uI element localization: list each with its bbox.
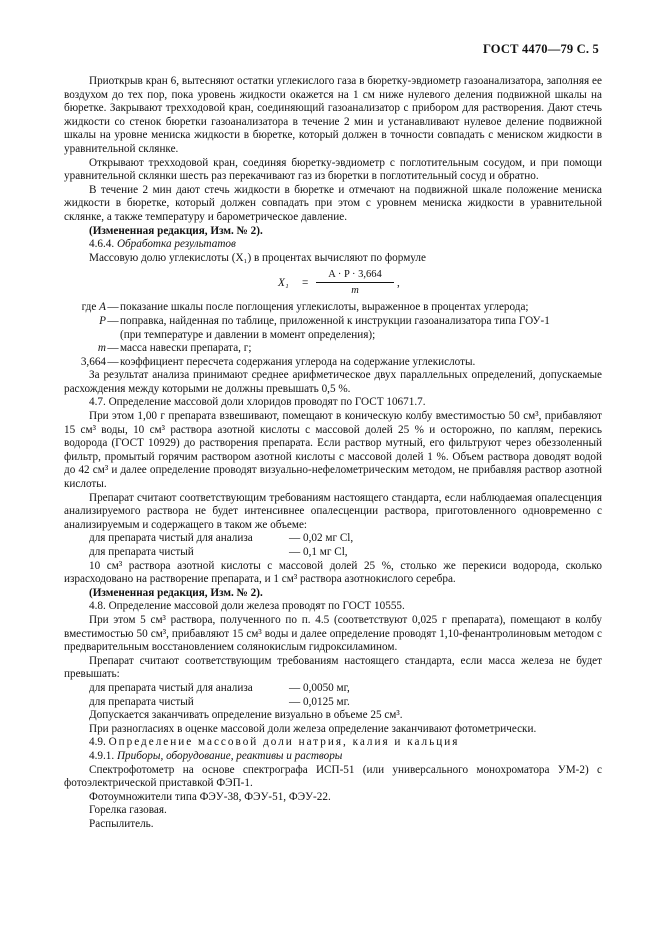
formula (64, 268, 602, 298)
paragraph: Фотоумножители типа ФЭУ-38, ФЭУ-51, ФЭУ-22. (89, 790, 331, 803)
page-header: ГОСТ 4470—79 С. 5 (482, 42, 599, 56)
definition-dash: — (107, 342, 119, 355)
definition-dash: — (107, 314, 119, 327)
limit-value: — 0,0125 мг. (289, 695, 350, 708)
limit-value: — 0,02 мг Cl, (289, 532, 354, 545)
definitions-list (64, 301, 602, 369)
paragraph: При этом 1,00 г препарата взвешивают, помещают в коническую колбу вместимостью 50 см³, прибавляют 15 см³ воды, 10 см³ раствора азотной кислоты с массовой долей 25 % и осторожно, по каплям, перекись водорода (ГОСТ 10929) до растворения препарата. Если раствор мутный, его фильтруют через обеззоленный фильтр, промытый горячим раствором азотной кислоты с массовой долей 1 %. Объем раствора доводят водой до 42 см³ и далее определение проводят визуально-нефелометрическим методом, не прибавляя раствор азотной кислоты. (64, 410, 602, 491)
paragraph: Приоткрыв кран 6, вытесняют остатки углекислого газа в бюретку-эвдиометр газоанализатора, заполняя ее воздухом до тех пор, пока уровень жидкости окажется на 1 см ниже нулевого деления подвижной шкалы на бюретке. Закрывают трехходовой кран, соединяющий газоанализатор с прибором для растворения. Дают стечь жидкости со стенок бюретки газоанализатора в течение 2 мин и устанавливают нулевое деление подвижной шкалы на уровне мениска жидкости в бюретке, который должен в точности совпадать с мениском жидкости в уравнительной склянке. (64, 75, 602, 155)
definition-text: масса навески препарата, г; (120, 342, 252, 355)
page-content (64, 75, 602, 831)
definition-symbol: m (97, 342, 106, 355)
paragraph: Открывают трехходовой кран, соединяя бюретку-эвдиометр с поглотительным сосудом, и при помощи уравнительной склянки шесть раз перекачивают газ из бюретки в поглотительный сосуд и обратно. (64, 156, 602, 183)
definition-text: (при температуре и давлении в момент определения); (120, 328, 376, 341)
definition-symbol (64, 329, 106, 343)
limit-row (64, 546, 602, 560)
section-title: Приборы, оборудование, реактивы и растворы (116, 749, 343, 762)
section-number: 4.9. (89, 736, 106, 749)
limit-value: — 0,0050 мг, (289, 681, 350, 694)
limit-label: для препарата чистый (89, 695, 194, 708)
limit-row (64, 696, 602, 710)
paragraph: Спектрофотометр на основе спектрографа ИСП-51 (или универсального монохроматора УМ-2) с фотоэлектрической приставкой ФЭП-1. (64, 763, 602, 790)
section-title: Обработка результатов (116, 238, 236, 251)
paragraph: Распылитель. (89, 817, 154, 830)
paragraph: За результат анализа принимают среднее арифметическое двух параллельных определений, допускаемые расхождения между которыми не должны превышать 0,5 %. (64, 369, 602, 395)
definition-dash: — (107, 355, 119, 368)
section-heading-4-9-1 (64, 750, 602, 764)
paragraph: Горелка газовая. (89, 804, 167, 817)
definition-text: поправка, найденная по таблице, приложенной к инструкции газоанализатора типа ГОУ-1 (120, 314, 550, 327)
paragraph: Препарат считают соответствующим требованиям настоящего стандарта, если наблюдаемая опалесценция анализируемого раствора не будет интенсивнее опалесценции раствора, приготовленного одновременно с анализируемым и содержащего в таком же объеме: (64, 491, 602, 531)
section-number: 4.6.4. (89, 238, 115, 251)
definition-item (64, 356, 602, 370)
section-title: Определение массовой доли натрия, калия и кальция (108, 736, 460, 749)
definition-dash (106, 329, 120, 343)
section-heading-4-7: 4.7. Определение массовой доли хлоридов проводят по ГОСТ 10671.7. (89, 396, 426, 409)
limit-value: — 0,1 мг Cl, (289, 546, 348, 558)
limit-label: для препарата чистый (89, 546, 194, 558)
definition-text: коэффициент пересчета содержания углерода на содержание углекислоты. (120, 355, 476, 368)
section-number: 4.9.1. (89, 749, 115, 762)
limit-label: для препарата чистый для анализа (89, 532, 253, 545)
paragraph: При этом 5 см³ раствора, полученного по п. 4.5 (соответствуют 0,025 г препарата), помещают в колбу вместимостью 50 см³, прибавляют 15 см³ воды и далее определение проводят 1,10-фенантролиновым методом с предварительным восстановлением солянокислым гидроксиламином. (64, 613, 602, 654)
definition-symbol: где A (81, 301, 106, 314)
paragraph: Препарат считают соответствующим требованиям настоящего стандарта, если масса железа не будет превышать: (64, 654, 602, 681)
definition-symbol: 3,664 (80, 355, 106, 368)
formula-equals: = (302, 277, 309, 290)
chloride-limits (64, 532, 602, 559)
limit-label: для препарата чистый для анализа (89, 681, 253, 694)
formula-comma: , (397, 277, 400, 290)
section-heading-4-6-4 (64, 238, 602, 252)
section-heading-4-8: 4.8. Определение массовой доли железа проводят по ГОСТ 10555. (89, 600, 405, 613)
revision-note: (Измененная редакция, Изм. № 2). (89, 224, 263, 237)
definition-item (64, 301, 602, 315)
paragraph: Массовую долю углекислоты (X₁) в процентах вычисляют по формуле (89, 251, 426, 264)
section-heading-4-9 (64, 736, 602, 750)
formula-lhs: X₁ (278, 277, 289, 290)
formula-numerator: A · P · 3,664 (328, 269, 382, 281)
iron-limits (64, 682, 602, 709)
limit-row (64, 682, 602, 696)
revision-note: (Измененная редакция, Изм. № 2). (89, 586, 263, 599)
paragraph: Допускается заканчивать определение визуально в объеме 25 см³. (89, 709, 403, 722)
formula-denominator: m (351, 285, 359, 297)
formula-fraction-bar (316, 282, 394, 283)
paragraph: При разногласиях в оценке массовой доли железа определение заканчивают фотометрически. (89, 722, 537, 735)
definition-dash: — (107, 301, 119, 314)
definition-item (64, 342, 602, 356)
definition-item (64, 315, 602, 329)
definition-text: показание шкалы после поглощения углекислоты, выраженное в процентах углерода; (120, 301, 529, 314)
limit-row (64, 532, 602, 546)
paragraph: В течение 2 мин дают стечь жидкости в бюретке и отмечают на подвижной шкале положение мениска жидкости в бюретке, который должен совпадать при этом с уровнем мениска жидкости в уравнительной склянке, а также температуру и барометрическое давление. (64, 183, 602, 223)
definitions-lead: где (81, 301, 97, 314)
paragraph: 10 см³ раствора азотной кислоты с массовой долей 25 %, столько же перекиси водорода, сколько израсходовано на растворение препарата, и 1 см³ раствора азотнокислого серебра. (64, 559, 602, 586)
definition-symbol: P (99, 314, 106, 327)
definition-item (64, 329, 602, 343)
